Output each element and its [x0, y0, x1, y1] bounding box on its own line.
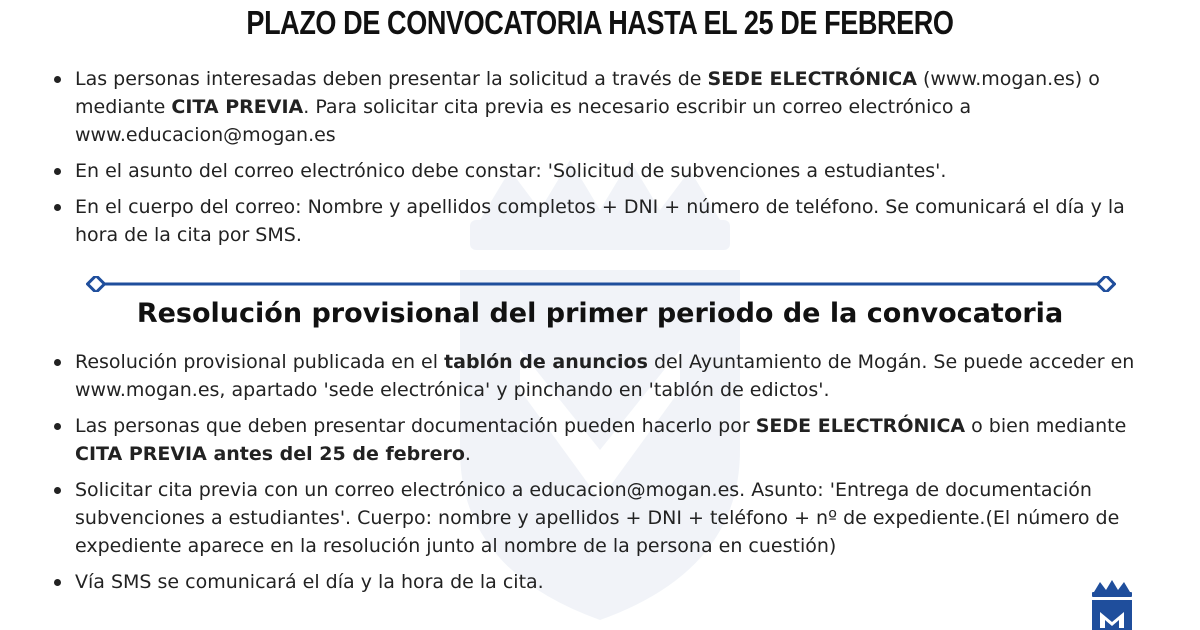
list-item: Resolución provisional publicada en el tablón de anuncios del Ayuntamiento de Mogán. Se puede acceder en www.mogan.es, apartado 'sede electrónica' y pinchando en 'tablón de edictos'. [50, 348, 1170, 404]
diamond-left-icon [88, 276, 105, 292]
list-item: Las personas que deben presentar documentación pueden hacerlo por SEDE ELECTRÓNICA o bien mediante CITA PREVIA antes del 25 de febrero. [50, 412, 1170, 468]
resolution-list [50, 348, 1170, 604]
section-divider [86, 276, 1116, 292]
page-title: PLAZO DE CONVOCATORIA HASTA EL 25 DE FEBRERO [246, 4, 954, 41]
requirements-list [50, 65, 1170, 257]
mogan-crest-logo-icon [1086, 578, 1138, 630]
list-item: En el asunto del correo electrónico debe constar: 'Solicitud de subvenciones a estudiantes'. [50, 157, 1170, 185]
list-item: En el cuerpo del correo: Nombre y apellidos completos + DNI + número de teléfono. Se comunicará el día y la hora de la cita por SMS. [50, 193, 1170, 249]
list-item: Las personas interesadas deben presentar la solicitud a través de SEDE ELECTRÓNICA (www.mogan.es) o mediante CITA PREVIA. Para solicitar cita previa es necesario escribir un correo electrónico a www.educacion@mogan.es [50, 65, 1170, 149]
section-title: Resolución provisional del primer periodo de la convocatoria [136, 298, 1064, 329]
list-item: Solicitar cita previa con un correo electrónico a educacion@mogan.es. Asunto: 'Entrega de documentación subvenciones a estudiantes'. Cuerpo: nombre y apellidos + DNI + teléfono + nº de expediente.(El número de expediente aparece en la resolución junto al nombre de la persona en cuestión) [50, 476, 1170, 560]
diamond-right-icon [1098, 276, 1115, 292]
list-item: Vía SMS se comunicará el día y la hora de la cita. [50, 568, 1170, 596]
